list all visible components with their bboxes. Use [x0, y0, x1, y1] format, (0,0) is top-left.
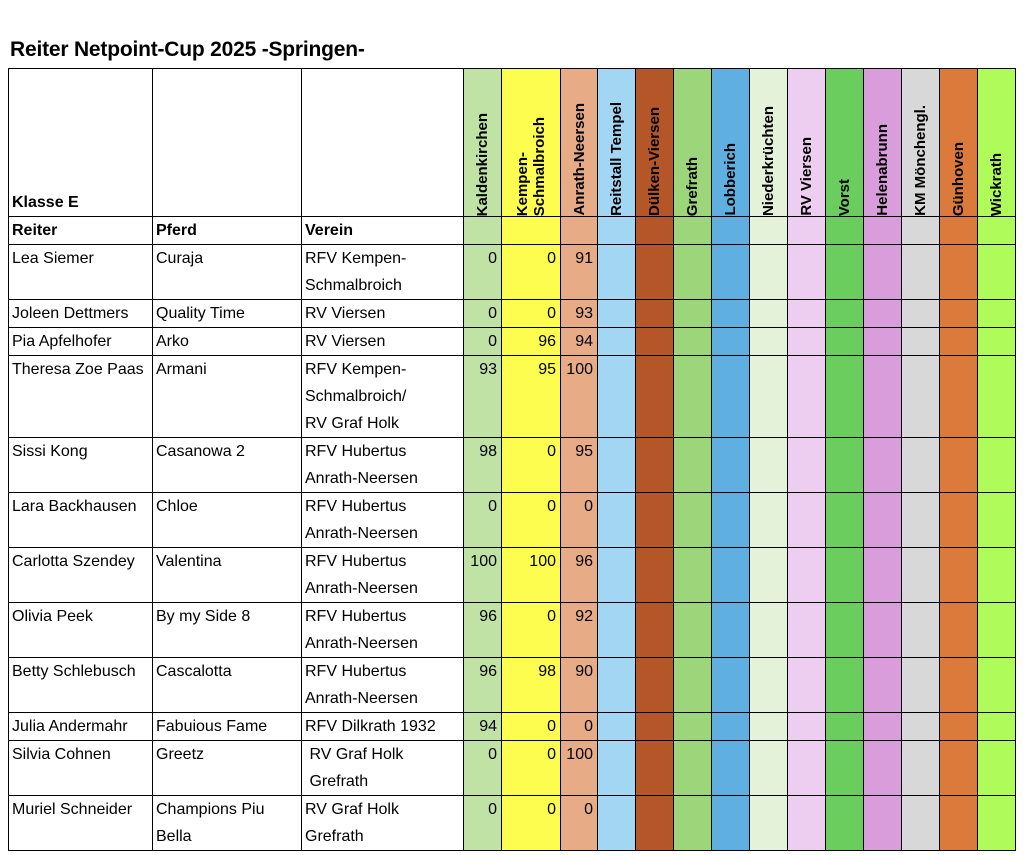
venue-label: Kaldenkirchen	[474, 112, 491, 216]
venue-label: KM Mönchengl.	[912, 105, 929, 216]
score-cell	[826, 796, 864, 851]
score-cell	[674, 245, 712, 300]
table-row	[9, 658, 1016, 713]
score-cell	[940, 245, 978, 300]
score-cell	[902, 493, 940, 548]
score-cell	[788, 493, 826, 548]
score-cell	[902, 713, 940, 741]
score-cell: 98	[502, 658, 561, 713]
score-cell: 95	[502, 356, 561, 438]
score-cell	[598, 603, 636, 658]
score-cell	[940, 796, 978, 851]
score-cell	[978, 493, 1016, 548]
score-cell	[788, 300, 826, 328]
score-cell	[712, 300, 750, 328]
horse-cell: Champions Piu Bella	[153, 796, 302, 851]
club-cell: RV Graf Holk Grefrath	[302, 741, 464, 796]
score-cell: 0	[464, 300, 502, 328]
score-cell	[864, 741, 902, 796]
horse-cell: Cascalotta	[153, 658, 302, 713]
score-cell: 0	[502, 603, 561, 658]
score-cell	[940, 356, 978, 438]
score-cell	[864, 493, 902, 548]
score-cell	[940, 741, 978, 796]
score-cell	[674, 300, 712, 328]
score-cell: 0	[464, 245, 502, 300]
venue-blank-cell	[750, 217, 788, 245]
blank-header-cell	[153, 69, 302, 217]
table-row	[9, 356, 1016, 438]
score-cell: 0	[464, 493, 502, 548]
score-cell	[750, 548, 788, 603]
score-cell	[712, 796, 750, 851]
horse-cell: By my Side 8	[153, 603, 302, 658]
score-cell	[636, 300, 674, 328]
score-cell	[750, 603, 788, 658]
venue-header-grefrath	[674, 69, 712, 217]
results-table	[8, 68, 1016, 851]
rider-cell: Carlotta Szendey	[9, 548, 153, 603]
score-cell	[864, 245, 902, 300]
club-cell: RFV Hubertus Anrath-Neersen	[302, 548, 464, 603]
score-cell	[674, 328, 712, 356]
score-cell	[750, 300, 788, 328]
score-cell	[826, 356, 864, 438]
score-cell	[674, 603, 712, 658]
venue-header-vorst	[826, 69, 864, 217]
score-cell	[750, 245, 788, 300]
venue-blank-cell	[788, 217, 826, 245]
venue-header-kaldenkirchen	[464, 69, 502, 217]
score-cell	[712, 493, 750, 548]
score-cell	[940, 328, 978, 356]
score-cell	[674, 356, 712, 438]
venue-label: Anrath-Neersen	[570, 103, 588, 216]
score-cell	[674, 741, 712, 796]
score-cell	[750, 328, 788, 356]
score-cell	[902, 245, 940, 300]
table-row	[9, 300, 1016, 328]
score-cell	[940, 548, 978, 603]
score-cell	[674, 796, 712, 851]
club-cell: RFV Hubertus Anrath-Neersen	[302, 603, 464, 658]
venue-blank-cell	[464, 217, 502, 245]
score-cell	[940, 713, 978, 741]
score-cell	[750, 658, 788, 713]
score-cell	[864, 658, 902, 713]
score-cell	[940, 493, 978, 548]
venue-label: Reitstall Tempel	[608, 102, 625, 216]
horse-cell: Valentina	[153, 548, 302, 603]
score-cell	[674, 713, 712, 741]
score-cell: 96	[502, 328, 561, 356]
score-cell	[978, 741, 1016, 796]
score-cell	[788, 548, 826, 603]
club-cell: RV Viersen	[302, 328, 464, 356]
score-cell	[826, 438, 864, 493]
score-cell	[902, 300, 940, 328]
score-cell: 100	[561, 741, 598, 796]
venue-header-d-lken-viersen	[636, 69, 674, 217]
venue-header-wickrath	[978, 69, 1016, 217]
venue-header-g-nhoven	[940, 69, 978, 217]
score-cell: 91	[561, 245, 598, 300]
page-title: Reiter Netpoint-Cup 2025 -Springen-	[10, 38, 365, 61]
score-cell	[598, 493, 636, 548]
score-cell	[864, 328, 902, 356]
score-cell: 0	[464, 796, 502, 851]
score-cell	[636, 796, 674, 851]
score-cell	[902, 741, 940, 796]
venue-header-reitstall-tempel	[598, 69, 636, 217]
score-cell	[902, 328, 940, 356]
venue-label: Grefrath	[684, 156, 701, 216]
score-cell	[864, 300, 902, 328]
venue-blank-cell	[978, 217, 1016, 245]
score-cell	[598, 328, 636, 356]
score-cell	[864, 356, 902, 438]
score-cell	[978, 438, 1016, 493]
score-cell	[826, 548, 864, 603]
horse-cell: Fabuious Fame	[153, 713, 302, 741]
rider-cell: Muriel Schneider	[9, 796, 153, 851]
horse-cell: Greetz	[153, 741, 302, 796]
score-cell	[750, 438, 788, 493]
score-cell	[826, 493, 864, 548]
table-row	[9, 713, 1016, 741]
table-row	[9, 245, 1016, 300]
rider-cell: Betty Schlebusch	[9, 658, 153, 713]
score-cell	[788, 713, 826, 741]
club-cell: RFV Hubertus Anrath-Neersen	[302, 658, 464, 713]
score-cell	[864, 713, 902, 741]
score-cell	[902, 658, 940, 713]
score-cell	[788, 796, 826, 851]
score-cell	[788, 438, 826, 493]
score-cell	[864, 603, 902, 658]
venue-blank-cell	[712, 217, 750, 245]
score-cell	[636, 741, 674, 796]
club-cell: RV Graf Holk Grefrath	[302, 796, 464, 851]
club-cell: RFV Kempen- Schmalbroich/ RV Graf Holk	[302, 356, 464, 438]
score-cell: 0	[502, 713, 561, 741]
horse-cell: Arko	[153, 328, 302, 356]
score-cell	[636, 356, 674, 438]
score-cell	[788, 658, 826, 713]
score-cell	[826, 741, 864, 796]
score-cell	[940, 658, 978, 713]
venue-header-kempen-schmalbroich	[502, 69, 561, 217]
score-cell	[674, 548, 712, 603]
score-cell	[598, 741, 636, 796]
score-cell	[978, 548, 1016, 603]
score-cell	[674, 658, 712, 713]
rider-cell: Olivia Peek	[9, 603, 153, 658]
venue-label: Kempen- Schmalbroich	[514, 116, 548, 216]
score-cell	[864, 438, 902, 493]
score-cell: 90	[561, 658, 598, 713]
score-cell	[902, 356, 940, 438]
score-cell	[978, 713, 1016, 741]
score-cell	[940, 300, 978, 328]
score-cell	[864, 548, 902, 603]
score-cell	[826, 328, 864, 356]
score-cell	[902, 438, 940, 493]
score-cell	[598, 245, 636, 300]
score-cell: 93	[561, 300, 598, 328]
venue-label: Günhoven	[950, 141, 967, 216]
venue-blank-cell	[864, 217, 902, 245]
score-cell	[636, 548, 674, 603]
score-cell	[978, 796, 1016, 851]
score-cell: 93	[464, 356, 502, 438]
venue-header-km-m-nchengl-	[902, 69, 940, 217]
score-cell: 95	[561, 438, 598, 493]
score-cell: 0	[561, 796, 598, 851]
score-cell	[712, 658, 750, 713]
score-cell: 0	[502, 493, 561, 548]
rider-column-header: Reiter	[9, 217, 153, 245]
venue-blank-cell	[636, 217, 674, 245]
score-cell	[712, 741, 750, 796]
score-cell	[750, 493, 788, 548]
score-cell	[978, 356, 1016, 438]
venue-label: Lobberich	[722, 143, 739, 216]
score-cell	[598, 356, 636, 438]
rider-cell: Pia Apfelhofer	[9, 328, 153, 356]
table-row	[9, 741, 1016, 796]
score-cell	[598, 438, 636, 493]
score-cell	[712, 713, 750, 741]
score-cell	[940, 603, 978, 658]
score-cell	[902, 603, 940, 658]
club-cell: RFV Kempen- Schmalbroich	[302, 245, 464, 300]
score-cell	[636, 328, 674, 356]
score-cell	[598, 300, 636, 328]
score-cell	[788, 741, 826, 796]
venue-blank-cell	[561, 217, 598, 245]
score-cell	[826, 603, 864, 658]
score-cell	[902, 796, 940, 851]
score-cell	[978, 603, 1016, 658]
venue-header-rv-viersen	[788, 69, 826, 217]
score-cell	[598, 658, 636, 713]
score-cell	[712, 356, 750, 438]
venue-label: Helenabrunn	[874, 124, 891, 216]
score-cell	[636, 493, 674, 548]
score-cell	[712, 603, 750, 658]
score-cell	[826, 300, 864, 328]
venue-header-lobberich	[712, 69, 750, 217]
score-cell	[750, 741, 788, 796]
score-cell	[712, 548, 750, 603]
horse-column-header: Pferd	[153, 217, 302, 245]
score-cell: 0	[502, 796, 561, 851]
horse-cell: Quality Time	[153, 300, 302, 328]
score-cell	[750, 796, 788, 851]
club-cell: RFV Hubertus Anrath-Neersen	[302, 493, 464, 548]
venue-label: Vorst	[836, 178, 853, 216]
score-cell	[978, 658, 1016, 713]
rider-cell: Lara Backhausen	[9, 493, 153, 548]
score-cell	[788, 603, 826, 658]
score-cell	[598, 548, 636, 603]
score-cell	[978, 245, 1016, 300]
score-cell	[636, 713, 674, 741]
score-cell: 94	[561, 328, 598, 356]
score-cell	[826, 658, 864, 713]
score-cell	[978, 328, 1016, 356]
venue-blank-cell	[940, 217, 978, 245]
score-cell	[788, 328, 826, 356]
table-row	[9, 796, 1016, 851]
table-row	[9, 328, 1016, 356]
score-cell	[636, 658, 674, 713]
score-cell: 0	[502, 300, 561, 328]
score-cell	[636, 245, 674, 300]
score-cell	[674, 438, 712, 493]
score-cell: 0	[464, 328, 502, 356]
score-cell	[788, 356, 826, 438]
venue-header-helenabrunn	[864, 69, 902, 217]
horse-cell: Chloe	[153, 493, 302, 548]
horse-cell: Curaja	[153, 245, 302, 300]
rider-cell: Lea Siemer	[9, 245, 153, 300]
club-cell: RV Viersen	[302, 300, 464, 328]
score-cell: 0	[561, 493, 598, 548]
venue-header-niederkr-chten	[750, 69, 788, 217]
score-cell: 92	[561, 603, 598, 658]
score-cell: 100	[464, 548, 502, 603]
score-cell	[978, 300, 1016, 328]
score-cell: 100	[502, 548, 561, 603]
club-cell: RFV Dilkrath 1932	[302, 713, 464, 741]
venue-header-anrath-neersen	[561, 69, 598, 217]
score-cell: 96	[464, 658, 502, 713]
venue-blank-cell	[902, 217, 940, 245]
venue-label: RV Viersen	[798, 137, 815, 216]
score-cell	[598, 796, 636, 851]
score-cell	[636, 438, 674, 493]
score-cell	[940, 438, 978, 493]
score-cell: 96	[464, 603, 502, 658]
score-cell	[712, 328, 750, 356]
score-cell	[674, 493, 712, 548]
score-cell	[826, 713, 864, 741]
score-cell	[902, 548, 940, 603]
score-cell	[826, 245, 864, 300]
score-cell: 100	[561, 356, 598, 438]
blank-header-cell	[302, 69, 464, 217]
venue-blank-cell	[598, 217, 636, 245]
score-cell	[750, 356, 788, 438]
score-cell: 0	[502, 245, 561, 300]
klasse-label: Klasse E	[9, 69, 153, 217]
score-cell	[712, 245, 750, 300]
table-row	[9, 493, 1016, 548]
venue-blank-cell	[502, 217, 561, 245]
rider-cell: Sissi Kong	[9, 438, 153, 493]
score-cell: 96	[561, 548, 598, 603]
club-column-header: Verein	[302, 217, 464, 245]
table-row	[9, 548, 1016, 603]
score-cell	[598, 713, 636, 741]
venue-blank-cell	[826, 217, 864, 245]
score-cell	[750, 713, 788, 741]
score-cell: 94	[464, 713, 502, 741]
venue-blank-cell	[674, 217, 712, 245]
score-cell: 0	[502, 741, 561, 796]
rider-cell: Julia Andermahr	[9, 713, 153, 741]
horse-cell: Casanowa 2	[153, 438, 302, 493]
score-cell	[788, 245, 826, 300]
score-cell	[636, 603, 674, 658]
venue-label: Wickrath	[988, 152, 1005, 216]
rider-cell: Joleen Dettmers	[9, 300, 153, 328]
horse-cell: Armani	[153, 356, 302, 438]
venue-label: Niederkrüchten	[760, 105, 777, 216]
score-cell	[712, 438, 750, 493]
venue-label: Dülken-Viersen	[646, 107, 663, 216]
rider-cell: Silvia Cohnen	[9, 741, 153, 796]
score-cell	[864, 796, 902, 851]
table-row	[9, 603, 1016, 658]
club-cell: RFV Hubertus Anrath-Neersen	[302, 438, 464, 493]
rider-cell: Theresa Zoe Paas	[9, 356, 153, 438]
score-cell: 98	[464, 438, 502, 493]
score-cell: 0	[464, 741, 502, 796]
score-cell: 0	[561, 713, 598, 741]
score-cell: 0	[502, 438, 561, 493]
table-row	[9, 438, 1016, 493]
